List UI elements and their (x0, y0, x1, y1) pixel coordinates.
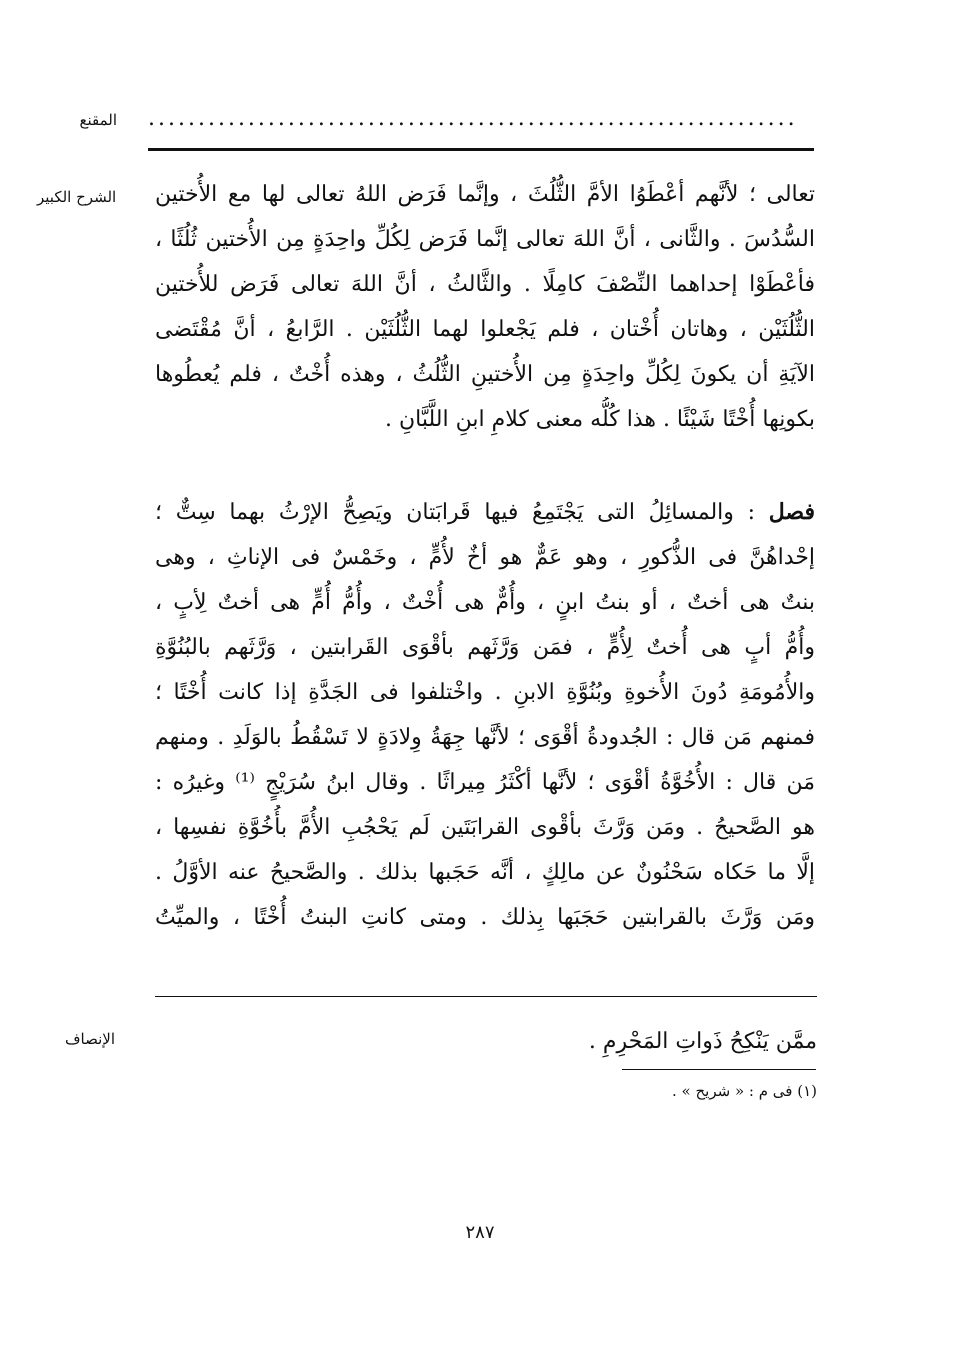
text-line: تعالى ؛ لأنَّهم أعْطَوُا الأمَّ الثُّلُثَ ، وإنَّما فَرَض اللهُ تعالى لها مع الأُختين (155, 182, 815, 207)
text-line: والأُمُومَةِ دُونَ الأُخوةِ وبُنُوَّةِ الابنِ . واخْتلفوا فى الجَدَّةِ إذا كانت أُخْتًا ؛ (155, 680, 815, 705)
sharh-paragraph-fasl (155, 490, 815, 940)
text-line: وأُمُّ أبٍ هى أُختٌ لِأُمٍّ ، فمَن وَرَّثَهم بأقْوَى القَرابتين ، وَرَّثَهم بالبُنُوَّةِ (155, 635, 815, 660)
header-dotted-leader: ................................................................. (148, 108, 798, 130)
footnote: (١) فى م : « شريح » . (672, 1082, 817, 1100)
text-line: بنتٌ هى أختٌ ، أو بنتُ ابنٍ ، وأُمٌّ هى أُخْتٌ ، وأُمُّ أُمٍّ هى أختٌ لِأبٍ ، (155, 590, 815, 615)
fasl-line-rest: : والمسائِلُ التى يَجْتَمِعُ فيها قَرابَتان ويَصِحُّ الإرْثُ بهما سِتٌّ ؛ (155, 500, 756, 525)
text-line: إلَّا ما حَكاه سَحْنُونٌ عن مالِكٍ ، أنَّه حَجَبها بذلك . والصَّحيحُ عنه الأوَّلُ . (155, 860, 815, 885)
text-line: بكونِها أُخْتًا شَيْئًا . هذا كُلُّه معنى كلامِ ابنِ اللَّبَّانِ . (385, 407, 815, 432)
insaf-text: ممَّن يَنْكِحُ ذَواتِ المَحْرِمِ . (588, 1029, 817, 1054)
text-line: فأعْطَوْا إحداهما النِّصْفَ كامِلًا . والثَّالثُ ، أنَّ اللهَ تعالى فَرَض للأُختين (155, 272, 815, 297)
footnote-rule (622, 1069, 816, 1070)
text-line: فمنهم مَن قال : الجُدودةُ أقْوَى ؛ لأنَّها جِهَةُ وِلادَةٍ لا تَسْقُطُ بالوَلَدِ . ومنهم (155, 725, 815, 750)
text-line: هو الصَّحيحُ . ومَن وَرَّثَ بأقْوى القرابَتَين لَم يَحْجُبِ الأُمَّ بأُخُوَّةِ نفسِها ، (155, 815, 815, 840)
margin-label-sharh: الشرح الكبير (37, 188, 117, 206)
sharh-paragraph-1 (155, 172, 815, 442)
text-line: السُّدُسَ . والثَّانى ، أنَّ اللهَ تعالى إنَّما فَرَض لِكُلِّ واحِدَةٍ مِن الأُختين ثُلُثًا ، (155, 227, 815, 252)
text-line: الثُّلُثَيْن ، وهاتان أُخْتان ، فلم يَجْعلوا لهما الثُّلُثَيْن . الرَّابعُ ، أنَّ مُقْتَضى (155, 317, 815, 342)
fasl-heading: فصل (768, 499, 815, 525)
running-header-title: المقنع (79, 111, 117, 129)
text-line: ومَن وَرَّثَ بالقرابتين حَجَبَها بِذلك . ومتى كانتِ البنتُ أُخْتًا ، والميِّتُ (155, 905, 815, 930)
text-line: إحْداهُنَّ فى الذُّكورِ ، وهو عَمٌّ هو أخٌ لأُمٍّ ، وخَمْسٌ فى الإناثِ ، وهى (155, 545, 815, 570)
header-rule (148, 148, 814, 151)
page-number: ٢٨٧ (465, 1222, 495, 1243)
margin-label-insaf: الإنصاف (65, 1030, 116, 1048)
text-line: مَن قال : الأُخُوَّةُ أقْوَى ؛ لأنَّها أكْثَرُ مِيراثًا . وقال ابنُ سُرَيْجٍ ⁽¹⁾ وغيرُه : (155, 770, 815, 795)
section-separator-rule (155, 996, 817, 997)
text-line: الآيَةِ أن يكونَ لِكُلِّ واحِدَةٍ مِن الأُختينِ الثُّلُثُ ، وهذه أُخْتٌ ، فلم يُعطُوها (155, 362, 815, 387)
text-line (155, 490, 815, 535)
